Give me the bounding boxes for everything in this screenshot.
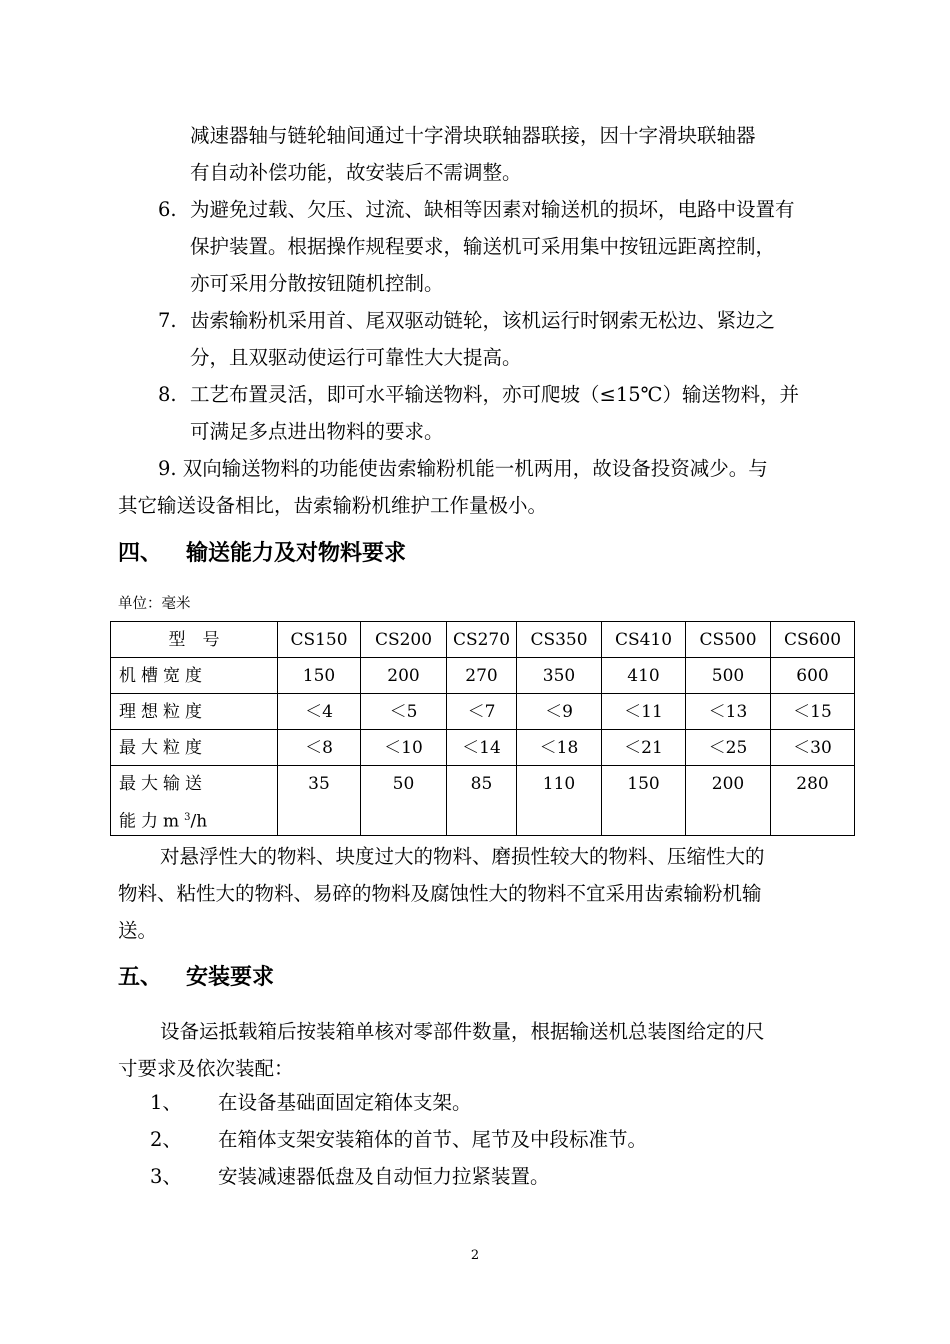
section-title: 输送能力及对物料要求 [186, 541, 407, 566]
list-item-line: 亦可采用分散按钮随机控制。 [190, 272, 444, 295]
table-cell: 150 [602, 766, 686, 836]
table-cell: ＜4 [278, 694, 361, 730]
page-number: 2 [470, 1248, 480, 1263]
table-header-cell: CS350 [517, 622, 602, 658]
table-cell: ＜9 [517, 694, 602, 730]
table-cell: ＜18 [517, 730, 602, 766]
row-label-prefix: 能力m [119, 811, 185, 832]
list-item-line: 工艺布置灵活，即可水平输送物料，亦可爬坡（≤15℃）输送物料，并 [190, 383, 799, 406]
spec-table [110, 621, 855, 836]
table-header-cell: CS410 [602, 622, 686, 658]
list-number: 7. [158, 309, 177, 332]
table-cell: 270 [447, 658, 517, 694]
table-header-cell: 型 号 [111, 622, 278, 658]
list-number: 8. [158, 383, 177, 406]
table-cell: 350 [517, 658, 602, 694]
list-item-line: 齿索输粉机采用首、尾双驱动链轮，该机运行时钢索无松边、紧边之 [190, 309, 776, 332]
table-cell: 50 [361, 766, 447, 836]
step-number: 3、 [150, 1165, 182, 1188]
list-item-line: 保护装置。根据操作规程要求，输送机可采用集中按钮远距离控制， [190, 235, 776, 258]
row-label-suffix: /h [190, 811, 208, 832]
table-row [111, 730, 855, 766]
list-item-line: 可满足多点进出物料的要求。 [190, 420, 444, 443]
paragraph-line: 对悬浮性大的物料、块度过大的物料、磨损性较大的物料、压缩性大的 [160, 845, 765, 868]
paragraph-line: 有自动补偿功能，故安装后不需调整。 [190, 161, 522, 184]
table-header-cell: CS150 [278, 622, 361, 658]
row-label-line [119, 806, 277, 834]
table-header-cell: CS200 [361, 622, 447, 658]
table-cell: ＜13 [686, 694, 771, 730]
table-cell: ＜14 [447, 730, 517, 766]
section-number: 五、 [118, 965, 163, 990]
paragraph-line: 物料、粘性大的物料、易碎的物料及腐蚀性大的物料不宜采用齿索输粉机输 [118, 882, 762, 905]
step-number: 1、 [150, 1091, 182, 1114]
row-label: 最大粒度 [111, 730, 278, 766]
table-row [111, 694, 855, 730]
table-cell: 280 [771, 766, 855, 836]
list-number: 6. [158, 198, 177, 221]
table-cell: 200 [361, 658, 447, 694]
paragraph-line: 设备运抵载箱后按装箱单核对零部件数量，根据输送机总装图给定的尺 [160, 1020, 765, 1043]
table-cell: ＜21 [602, 730, 686, 766]
table-row [111, 766, 855, 836]
table-row [111, 658, 855, 694]
paragraph-line: 寸要求及依次装配： [118, 1057, 294, 1080]
paragraph-line: 送。 [118, 919, 158, 942]
table-header-row [111, 622, 855, 658]
paragraph-line: 其它输送设备相比，齿索输粉机维护工作量极小。 [118, 494, 548, 517]
table-cell: ＜7 [447, 694, 517, 730]
table-cell: 410 [602, 658, 686, 694]
section-number: 四、 [118, 541, 163, 566]
row-label: 理想粒度 [111, 694, 278, 730]
step-text: 在箱体支架安装箱体的首节、尾节及中段标准节。 [218, 1128, 648, 1151]
table-cell: 500 [686, 658, 771, 694]
unit-label: 单位：毫米 [118, 596, 191, 612]
row-label [111, 766, 278, 836]
table-header-cell: CS270 [447, 622, 517, 658]
table-cell: ＜25 [686, 730, 771, 766]
table-cell: 85 [447, 766, 517, 836]
table-header-cell: CS600 [771, 622, 855, 658]
row-label-line: 最大输送 [119, 774, 207, 794]
step-text: 安装减速器低盘及自动恒力拉紧装置。 [218, 1165, 550, 1188]
paragraph-line: 9. 双向输送物料的功能使齿索输粉机能一机两用，故设备投资减少。与 [158, 457, 768, 480]
row-label: 机槽宽度 [111, 658, 278, 694]
step-text: 在设备基础面固定箱体支架。 [218, 1091, 472, 1114]
step-number: 2、 [150, 1128, 182, 1151]
list-item-line: 分，且双驱动使运行可靠性大大提高。 [190, 346, 522, 369]
table-cell: 35 [278, 766, 361, 836]
table-cell: ＜5 [361, 694, 447, 730]
table-cell: ＜30 [771, 730, 855, 766]
table-cell: 150 [278, 658, 361, 694]
table-cell: ＜11 [602, 694, 686, 730]
table-cell: 200 [686, 766, 771, 836]
table-cell: 600 [771, 658, 855, 694]
table-cell: 110 [517, 766, 602, 836]
section-title: 安装要求 [186, 965, 275, 990]
table-cell: ＜15 [771, 694, 855, 730]
paragraph-line: 减速器轴与链轮轴间通过十字滑块联轴器联接，因十字滑块联轴器 [190, 124, 756, 147]
table-cell: ＜8 [278, 730, 361, 766]
row-label-superscript: 3 [184, 812, 191, 823]
table-header-cell: CS500 [686, 622, 771, 658]
table-cell: ＜10 [361, 730, 447, 766]
list-item-line: 为避免过载、欠压、过流、缺相等因素对输送机的损坏，电路中设置有 [190, 198, 795, 221]
